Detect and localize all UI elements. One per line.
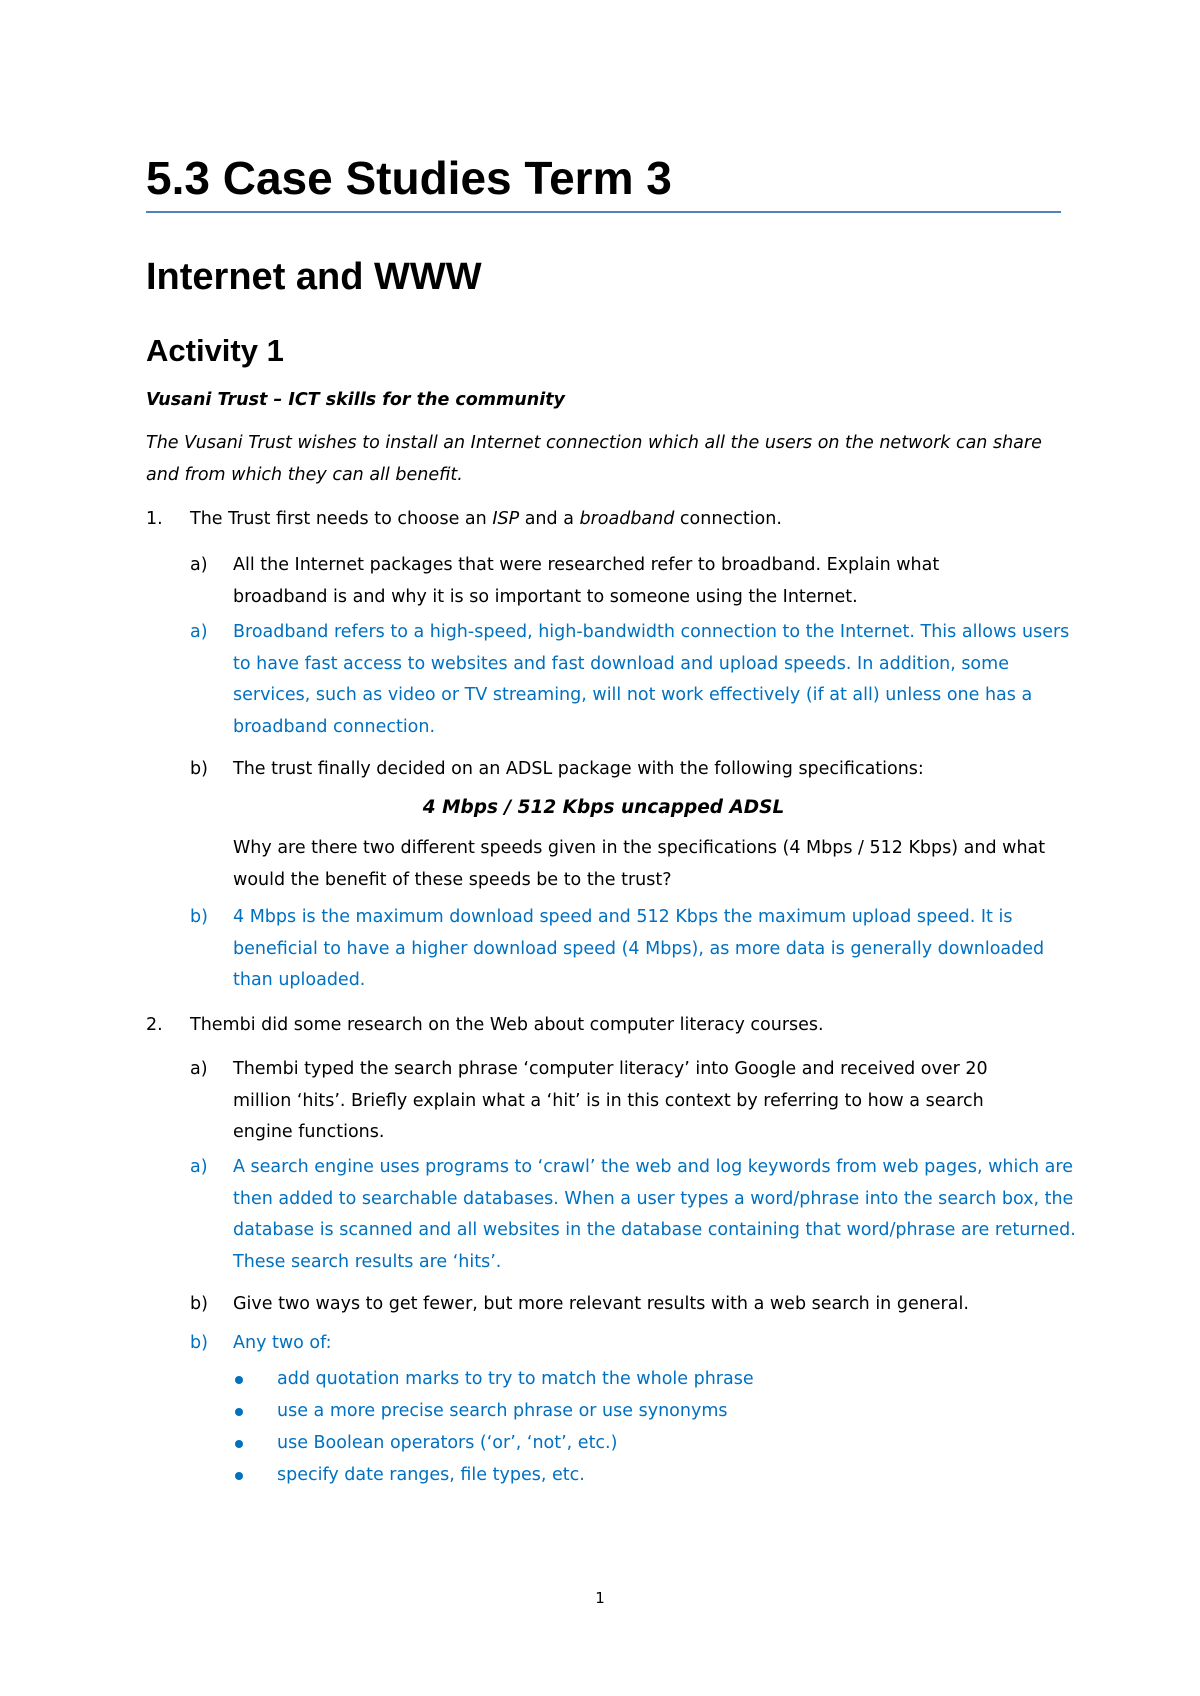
bullet-dot: [235, 1408, 243, 1416]
adsl-specification: 4 Mbps / 512 Kbps uncapped ADSL: [422, 797, 785, 818]
list-item: specify date ranges, file types, etc.: [277, 1465, 585, 1485]
intro-paragraph: The Vusani Trust wishes to install an Internet connection which all the users on the network can share and from which they can all benefit.: [146, 433, 1042, 485]
activity-heading: Activity 1: [146, 333, 284, 368]
item-text: Thembi typed the search phrase ‘computer literacy’ into Google and received over 20 million ‘hits’. Briefly explain what a ‘hit’ is in this context by referring to how a search engine functions.: [233, 1059, 988, 1142]
item-label: a): [190, 1157, 208, 1177]
item-label: b): [190, 759, 208, 779]
section-heading: Internet and WWW: [146, 256, 482, 298]
bullet-dot: [235, 1472, 243, 1480]
list-item: use a more precise search phrase or use synonyms: [277, 1401, 728, 1421]
question-text: The Trust first needs to choose an ISP and a broadband connection.: [190, 509, 782, 529]
list-item: use Boolean operators (‘or’, ‘not’, etc.): [277, 1433, 618, 1453]
bullet-dot: [235, 1376, 243, 1384]
item-text: Broadband refers to a high-speed, high-bandwidth connection to the Internet. This allows users to have fast access to websites and fast download and upload speeds. In addition, some services, such as video or TV streaming, will not work effectively (if at all) unless one has a broadband connection.: [233, 622, 1070, 737]
item-label: b): [190, 1294, 208, 1314]
case-study-subheading: Vusani Trust – ICT skills for the community: [146, 390, 565, 410]
item-label: a): [190, 1059, 208, 1079]
item-text: The trust finally decided on an ADSL package with the following specifications:: [233, 759, 924, 779]
list-item: add quotation marks to try to match the whole phrase: [277, 1369, 754, 1389]
title-underline: [146, 211, 1061, 213]
item-label: b): [190, 907, 208, 927]
item-text: Any two of:: [233, 1333, 332, 1353]
page-title: 5.3 Case Studies Term 3: [146, 152, 672, 204]
question-number: 1.: [146, 509, 163, 529]
item-text: 4 Mbps is the maximum download speed and 512 Kbps the maximum upload speed. It is beneficial to have a higher download speed (4 Mbps), as more data is generally downloaded than uploaded.: [233, 907, 1045, 990]
question-number: 2.: [146, 1015, 163, 1035]
question-text: Thembi did some research on the Web about computer literacy courses.: [190, 1015, 824, 1035]
item-text: All the Internet packages that were researched refer to broadband. Explain what broadband is and why it is so important to someone using the Internet.: [233, 555, 940, 607]
item-label: a): [190, 622, 208, 642]
item-label: a): [190, 555, 208, 575]
page-number: 1: [595, 1589, 605, 1607]
item-text: A search engine uses programs to ‘crawl’ the web and log keywords from web pages, which are then added to searchable databases. When a user types a word/phrase into the search box, the database is scanned and all websites in the database containing that word/phrase are returned. These search results are ‘hits’.: [233, 1157, 1076, 1272]
question-1b-followup: Why are there two different speeds given in the specifications (4 Mbps / 512 Kbps) and what would the benefit of these speeds be to the trust?: [233, 838, 1046, 890]
bullet-dot: [235, 1440, 243, 1448]
item-text: Give two ways to get fewer, but more relevant results with a web search in general.: [233, 1294, 969, 1314]
item-label: b): [190, 1333, 208, 1353]
